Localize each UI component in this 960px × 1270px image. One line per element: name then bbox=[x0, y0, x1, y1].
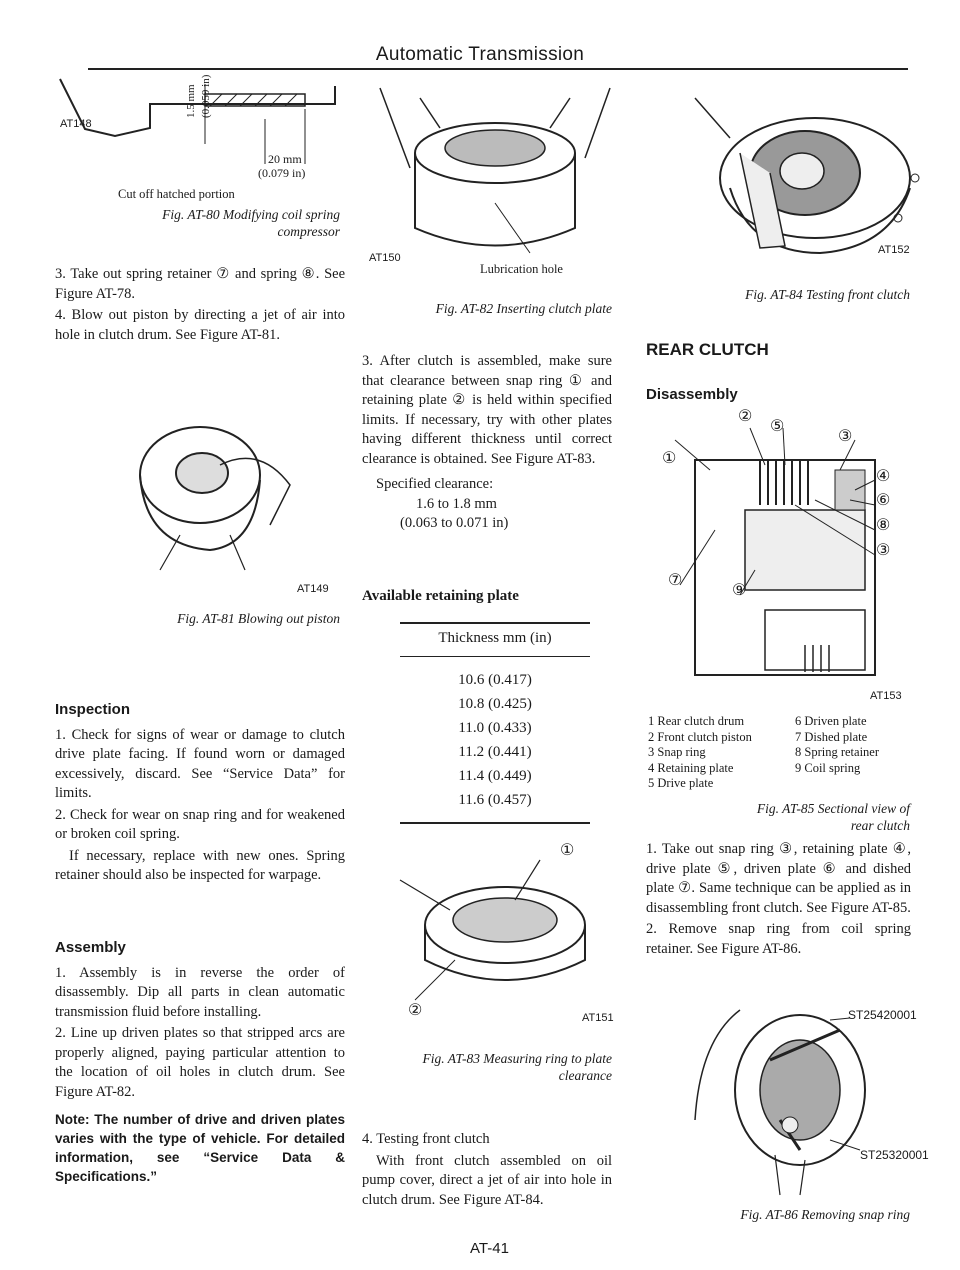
col3-steps bbox=[646, 840, 911, 961]
col1-step4: 4. Blow out piston by directing a jet of air into hole in clutch drum. See Figure AT-81. bbox=[55, 307, 345, 343]
fig-at85-callout-2: ② bbox=[738, 408, 753, 425]
fig-at85-callout-8: ⑧ bbox=[876, 517, 891, 534]
fig-at85-legend-left bbox=[648, 714, 752, 792]
fig-at81-code: AT149 bbox=[297, 583, 329, 595]
table-cell: 11.4 (0.449) bbox=[458, 768, 532, 784]
table-rule-mid bbox=[400, 656, 590, 657]
fig-at80-dim-vertical-mm: 1.5 mm bbox=[185, 84, 197, 118]
table-cell: 10.6 (0.417) bbox=[458, 672, 532, 688]
fig-at80-caption bbox=[55, 206, 340, 240]
fig-at82-label: Lubrication hole bbox=[480, 262, 563, 276]
fig-at81-caption: Fig. AT-81 Blowing out piston bbox=[177, 611, 340, 626]
fig-at82-caption: Fig. AT-82 Inserting clutch plate bbox=[435, 301, 612, 316]
fig-at86-illustration bbox=[680, 1000, 920, 1200]
col2-step4-title: 4. Testing front clutch bbox=[362, 1131, 490, 1147]
fig-at83-marker-1: ① bbox=[560, 842, 575, 859]
fig-at80-label: Cut off hatched portion bbox=[118, 187, 235, 201]
legend-item: 9 Coil spring bbox=[795, 760, 861, 775]
disassembly-heading: Disassembly bbox=[646, 386, 738, 403]
rear-clutch-heading: REAR CLUTCH bbox=[646, 340, 769, 359]
table-cell: 11.6 (0.457) bbox=[458, 792, 532, 808]
fig-at80-dim-vertical-in: (0.059 in) bbox=[200, 74, 212, 118]
retaining-plate-table bbox=[400, 668, 590, 812]
fig-at82-illustration bbox=[370, 78, 620, 268]
fig-at85-legend-right bbox=[795, 714, 879, 776]
legend-item: 6 Driven plate bbox=[795, 714, 867, 728]
table-row bbox=[400, 716, 590, 740]
legend-item: 5 Drive plate bbox=[648, 776, 714, 790]
spec-mm: 1.6 to 1.8 mm bbox=[416, 495, 497, 512]
table-row bbox=[400, 764, 590, 788]
fig-at84-caption: Fig. AT-84 Testing front clutch bbox=[745, 287, 910, 302]
legend-item: 2 Front clutch piston bbox=[648, 729, 752, 744]
legend-item: 4 Retaining plate bbox=[648, 760, 734, 775]
fig-at86-tool2: ST25320001 bbox=[860, 1148, 929, 1162]
spec-block bbox=[376, 475, 612, 534]
fig-at84-code: AT152 bbox=[878, 244, 910, 256]
inspection-heading: Inspection bbox=[55, 701, 131, 718]
assembly-heading: Assembly bbox=[55, 939, 126, 956]
col1-asm2: 2. Line up driven plates so that stripped arcs are properly aligned, paying particular attention to the location of oil holes in clutch drum. See Figure AT-82. bbox=[55, 1025, 345, 1100]
fig-at80-caption-line1: Fig. AT-80 Modifying coil spring bbox=[162, 207, 340, 222]
fig-at85-callout-4: ④ bbox=[876, 468, 891, 485]
table-title: Available retaining plate bbox=[362, 588, 519, 604]
fig-at85-callout-5: ⑤ bbox=[770, 418, 785, 435]
col3-step1: 1. Take out snap ring ③, retaining plate ④, drive plate ⑤, driven plate ⑥ and dished plate ⑦. Same technique can be applied as in disassembling front clutch. See Figure AT-85. bbox=[646, 841, 911, 916]
legend-item: 8 Spring retainer bbox=[795, 745, 880, 759]
fig-at85-sectional-diagram bbox=[655, 410, 910, 690]
col2-step4-text: With front clutch assembled on oil pump cover, direct a jet of air into hole in clutch drum. See Figure AT-84. bbox=[362, 1152, 612, 1208]
col3-step2: 2. Remove snap ring from coil spring retainer. See Figure AT-86. bbox=[646, 921, 911, 957]
col1-insp2b: If necessary, replace with new ones. Spring retainer should also be inspected for warpage. bbox=[55, 847, 345, 883]
fig-at85-callout-6: ⑥ bbox=[876, 492, 891, 509]
col1-step3: 3. Take out spring retainer ⑦ and spring ⑧. See Figure AT-78. bbox=[55, 266, 345, 302]
table-row bbox=[400, 668, 590, 692]
fig-at85-caption bbox=[646, 800, 910, 834]
table-cell: 11.0 (0.433) bbox=[458, 720, 532, 736]
col2-step4 bbox=[362, 1130, 612, 1212]
fig-at85-caption-line1: Fig. AT-85 Sectional view of bbox=[756, 801, 910, 816]
legend-item: 7 Dished plate bbox=[795, 729, 868, 744]
table-rule-top bbox=[400, 622, 590, 624]
page-header-title: Automatic Transmission bbox=[375, 44, 585, 65]
table-header: Thickness mm (in) bbox=[438, 630, 552, 646]
table-row bbox=[400, 740, 590, 764]
fig-at86-caption: Fig. AT-86 Removing snap ring bbox=[740, 1207, 910, 1222]
page-number: AT-41 bbox=[470, 1240, 509, 1257]
fig-at86-tool1: ST25420001 bbox=[848, 1008, 917, 1022]
fig-at85-callout-1: ① bbox=[662, 450, 677, 467]
legend-item: 1 Rear clutch drum bbox=[648, 714, 745, 728]
legend-item: 3 Snap ring bbox=[648, 745, 706, 759]
fig-at82-code: AT150 bbox=[369, 252, 401, 264]
table-row bbox=[400, 788, 590, 812]
fig-at80-caption-line2: compressor bbox=[277, 224, 340, 239]
fig-at85-callout-3a: ③ bbox=[838, 428, 853, 445]
fig-at83-code: AT151 bbox=[582, 1012, 614, 1024]
fig-at85-callout-3b: ③ bbox=[876, 542, 891, 559]
fig-at83-illustration bbox=[390, 840, 600, 1020]
spec-in: (0.063 to 0.071 in) bbox=[400, 515, 509, 531]
table-row bbox=[400, 692, 590, 716]
col2-step3 bbox=[362, 352, 612, 534]
fig-at85-code: AT153 bbox=[870, 690, 902, 702]
fig-at81-illustration bbox=[120, 405, 310, 575]
fig-at83-caption-line2: clearance bbox=[558, 1068, 612, 1083]
fig-at85-caption-line2: rear clutch bbox=[850, 818, 910, 833]
fig-at80-dim-horizontal-in: (0.079 in) bbox=[258, 166, 306, 180]
fig-at80-dim-horizontal: 20 mm bbox=[268, 152, 302, 166]
fig-at83-caption bbox=[362, 1050, 612, 1084]
fig-at80-dim-vertical bbox=[185, 84, 197, 118]
col1-steps-top bbox=[55, 265, 345, 347]
fig-at84-illustration bbox=[690, 78, 930, 268]
spec-label: Specified clearance: bbox=[376, 476, 494, 492]
col1-assembly bbox=[55, 938, 345, 1188]
table-rule-bottom bbox=[400, 822, 590, 824]
table-cell: 10.8 (0.425) bbox=[458, 696, 532, 712]
col2-step3-text: 3. After clutch is assembled, make sure that clearance between snap ring ① and retaining plate ② is held within specified limits. If necessary, try with other plates having different thickness until correct clearance is obtained. See Figure AT-83. bbox=[362, 353, 612, 467]
col1-asm1: 1. Assembly is in reverse the order of disassembly. Dip all parts in clean automatic transmission fluid before installing. bbox=[55, 964, 345, 1020]
header-rule bbox=[88, 68, 908, 70]
col1-note: Note: The number of drive and driven plates varies with the type of vehicle. For detailed information, see “Service Data & Specifications.” bbox=[55, 1112, 345, 1184]
col1-inspection bbox=[55, 700, 345, 888]
table-cell: 11.2 (0.441) bbox=[458, 744, 532, 760]
col1-insp1: 1. Check for signs of wear or damage to clutch drive plate facing. If found worn or damaged excessively, discard. See “Service Data” for limits. bbox=[55, 726, 345, 801]
fig-at85-callout-7: ⑦ bbox=[668, 572, 683, 589]
col1-insp2: 2. Check for wear on snap ring and for weakened or broken coil spring. bbox=[55, 806, 345, 842]
fig-at83-caption-line1: Fig. AT-83 Measuring ring to plate bbox=[422, 1051, 612, 1066]
fig-at83-marker-2: ② bbox=[408, 1002, 423, 1019]
fig-at80-code: AT148 bbox=[60, 118, 92, 130]
fig-at85-callout-9: ⑨ bbox=[732, 582, 747, 599]
